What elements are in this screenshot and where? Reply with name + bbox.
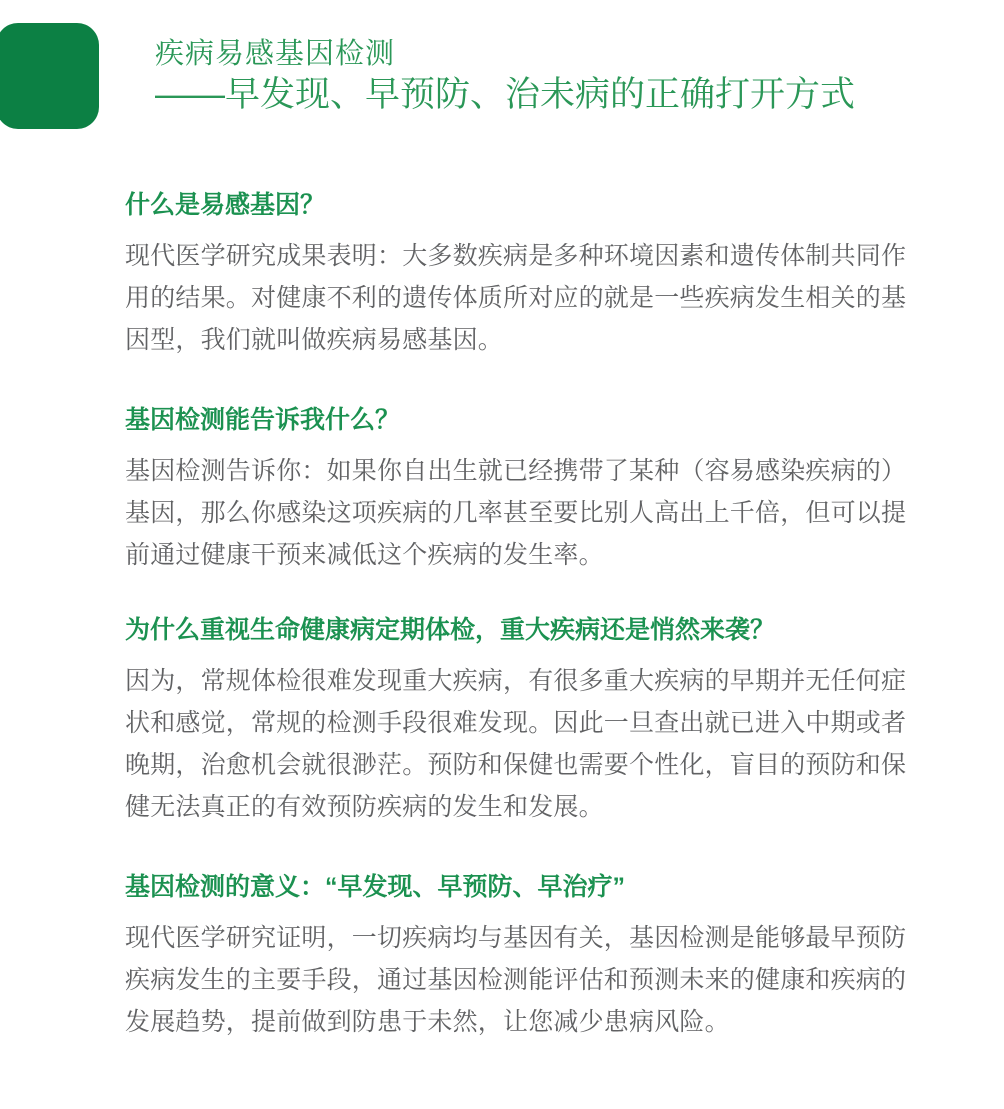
brand-accent-block — [0, 23, 99, 129]
body-line: 发展趋势，提前做到防患于未然，让您减少患病风险。 — [125, 1008, 730, 1036]
section-what-can-gene-testing-tell-me — [125, 405, 915, 576]
section-heading: 什么是易感基因？ — [125, 191, 326, 219]
section-why-regular-checkups-not-enough — [125, 615, 915, 828]
body-line: 健无法真正的有效预防疾病的发生和发展。 — [125, 793, 604, 821]
section-what-is-susceptibility-gene — [125, 190, 915, 361]
body-line: 因型，我们就叫做疾病易感基因。 — [125, 326, 504, 354]
section-heading: 基因检测能告诉我什么？ — [125, 406, 401, 434]
body-line: 现代医学研究成果表明：大多数疾病是多种环境因素和遗传体制共同作 — [125, 242, 907, 270]
body-line: 基因，那么你感染这项疾病的几率甚至要比别人高出上千倍，但可以提 — [125, 499, 907, 527]
body-line: 晚期，治愈机会就很渺茫。预防和保健也需要个性化，盲目的预防和保 — [125, 751, 907, 779]
body-line: 现代医学研究证明，一切疾病均与基因有关，基因检测是能够最早预防 — [125, 924, 907, 952]
body-line: 基因检测告诉你：如果你自出生就已经携带了某种（容易感染疾病的） — [125, 457, 907, 485]
body-line: 因为，常规体检很难发现重大疾病，有很多重大疾病的早期并无任何症 — [125, 667, 907, 695]
section-heading: 为什么重视生命健康病定期体检，重大疾病还是悄然来袭？ — [125, 616, 776, 644]
body-line: 前通过健康干预来减低这个疾病的发生率。 — [125, 541, 604, 569]
body-line: 疾病发生的主要手段，通过基因检测能评估和预测未来的健康和疾病的 — [125, 966, 907, 994]
page-title-line-2: ——早发现、早预防、治未病的正确打开方式 — [155, 75, 856, 114]
section-heading: 基因检测的意义：“早发现、早预防、早治疗” — [125, 873, 626, 901]
section-significance-of-gene-testing — [125, 872, 915, 1043]
page-title — [155, 36, 855, 116]
body-line: 用的结果。对健康不利的遗传体质所对应的就是一些疾病发生相关的基 — [125, 284, 907, 312]
page-title-line-1: 疾病易感基因检测 — [155, 38, 396, 70]
body-line: 状和感觉，常规的检测手段很难发现。因此一旦查出就已进入中期或者 — [125, 709, 907, 737]
